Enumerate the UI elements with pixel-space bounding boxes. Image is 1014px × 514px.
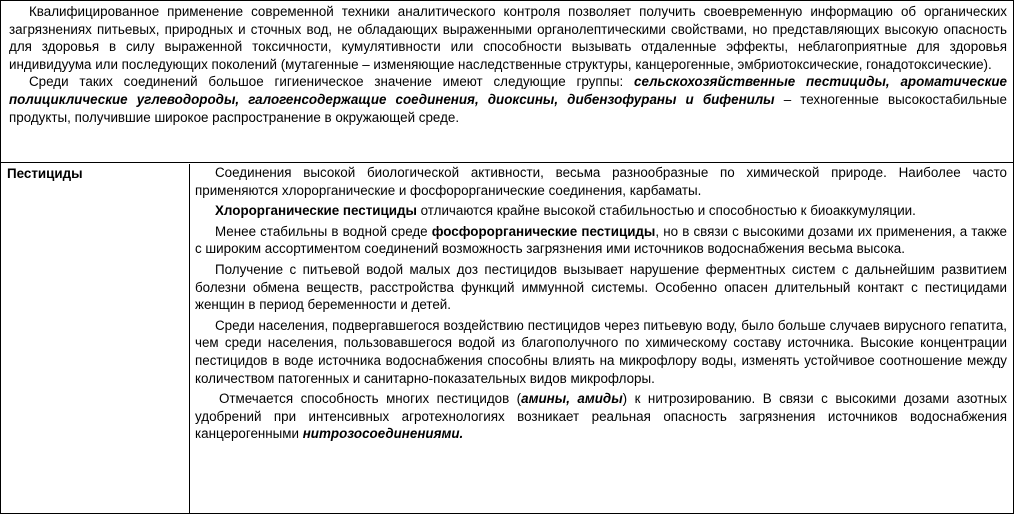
row-label-cell (1, 164, 190, 513)
content-p6-mid: ) к нитрозированию. В связи с высокими дозами азотных удобрений при интенсивных агротехнологиях возникает реальная опасность загрязнения источников водоснабжения канцерогенными (195, 391, 1007, 442)
intro-p2-emphasis: сельскохозяйственные пестициды, ароматические полициклические углеводороды, галогенсодержащие соединения, диоксины, дибензофураны и бифенилы (9, 74, 1007, 107)
content-paragraph-2 (195, 202, 1007, 220)
intro-cell (1, 1, 1013, 163)
content-paragraph-5: Среди населения, подвергавшегося воздействию пестицидов через питьевую воду, было больше случаев вирусного гепатита, чем среди населения, пользовавшегося водой из благополучного по химическому составу источника. Высокие концентрации пестицидов в воде источника водоснабжения способны влиять на микрофлору воды, изменять устойчивое соотношение между количеством патогенных и санитарно-показательных видов микрофлоры. (195, 317, 1007, 386)
phospho-term: фосфорорганические пестициды (431, 223, 656, 239)
nitroso-term: нитрозосоединениями. (302, 426, 464, 442)
amines-term: амины, амиды (521, 391, 623, 407)
content-paragraph-3 (195, 223, 1007, 258)
content-p6-start: Отмечается способность многих пестицидов ( (219, 391, 522, 407)
intro-p2-start: Среди таких соединений большое гигиеническое значение имеют следующие группы: (29, 74, 635, 90)
intro-paragraph-2 (9, 73, 1007, 126)
content-paragraph-6 (195, 390, 1007, 443)
row-label: Пестициды (7, 166, 83, 181)
intro-p2-end: – техногенные высокостабильные продукты, получившие широкое распространение в окружающей среде. (9, 91, 1007, 125)
content-p2-rest: отличаются крайне высокой стабильностью и способностью к биоаккумуляции. (416, 203, 916, 219)
content-paragraph-4: Получение с питьевой водой малых доз пестицидов вызывает нарушение ферментных систем с дальнейшим развитием болезни обмена веществ, расстройства функций иммунной системы. Особенно опасен длительный контакт с пестицидами женщин в период беременности и детей. (195, 261, 1007, 313)
chloro-term: Хлорорганические пестициды (215, 203, 417, 219)
content-p3-start: Менее стабильны в водной среде (215, 223, 432, 239)
content-p3-end: , но в связи с высокими дозами их применения, а также с широким ассортиментом соединений возможность загрязнения ими источников водоснабжения весьма высока. (195, 223, 1007, 257)
intro-paragraph-1: Квалифицированное применение современной техники аналитического контроля позволяет получить своевременную информацию об органических загрязнениях питьевых, природных и сточных вод, не обладающих выраженными органолептическими свойствами, но представляющих высокую опасность для здоровья в силу выраженной токсичности, кумулятивности или способности вызывать отдаленные эффекты, неблагоприятные для здоровья индивидуума или последующих поколений (мутагенные – изменяющие наследственные структуры, канцерогенные, эмбриотоксические, гонадотоксические). (9, 4, 1007, 72)
content-paragraph-1: Соединения высокой биологической активности, весьма разнообразные по химической природе. Наиболее часто применяются хлорорганические и фосфорорганические соединения, карбаматы. (195, 165, 1007, 198)
row-content-cell (190, 164, 1013, 513)
